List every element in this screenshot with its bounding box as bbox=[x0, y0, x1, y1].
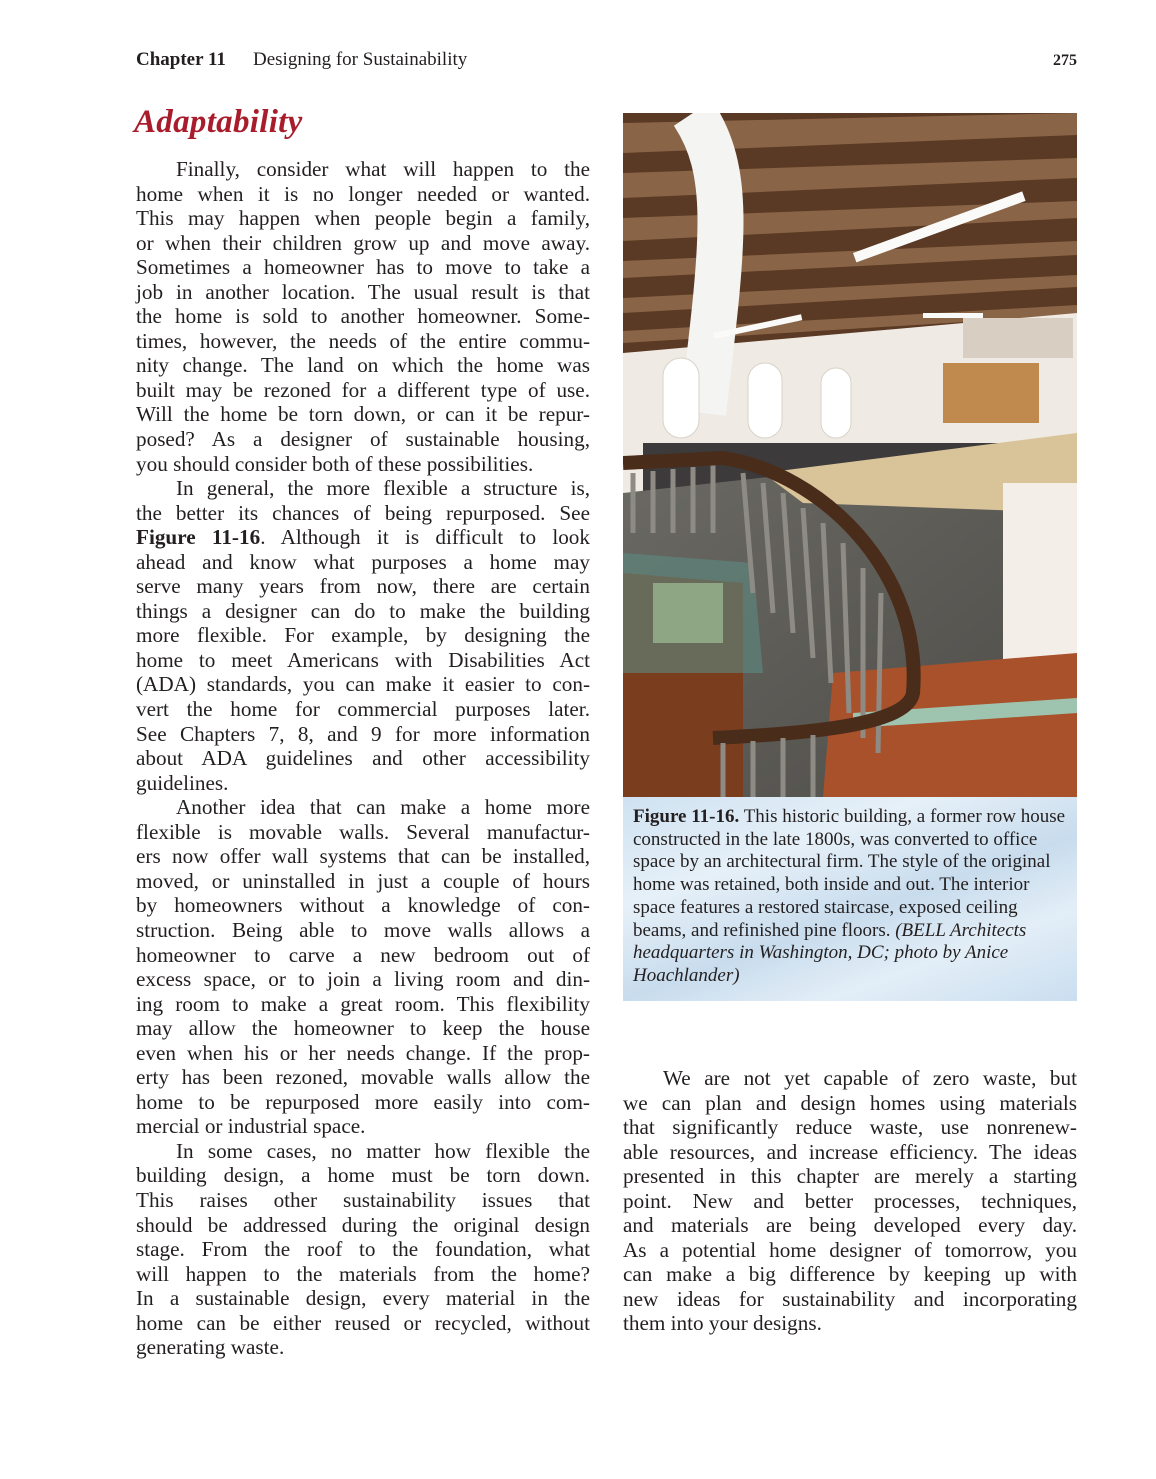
text-line: generating waste. bbox=[136, 1335, 285, 1360]
chapter-label: Chapter 11 bbox=[136, 49, 226, 70]
caption-body: This historic building, a former row house constructed in the late 1800s, was converted to office space by an architectural firm. The style of the original home was retained, both inside and out. The interior space features a restored staircase, exposed ceiling beams, and refinished pine floors. bbox=[633, 806, 1066, 941]
text-line: Another idea that can make a home more bbox=[176, 795, 590, 820]
text-line: ing room to make a great room. This flexibility bbox=[136, 991, 590, 1016]
text-line: able resources, and increase efficiency. The ideas bbox=[623, 1139, 1077, 1164]
text-line: job in another location. The usual result is that bbox=[136, 279, 590, 304]
figure-reference: Figure 11-16 bbox=[136, 525, 261, 550]
photo-credit: (BELL Architects headquarters in Washington, DC; photo by Anice Hoachlander) bbox=[633, 919, 1027, 986]
text-line: by homeowners without a knowledge of con- bbox=[136, 893, 590, 918]
text-line: ahead and know what purposes a home may bbox=[136, 549, 590, 574]
section-heading: Adaptability bbox=[134, 104, 303, 140]
office-interior-image bbox=[623, 113, 1077, 797]
text-line: posed? As a designer of sustainable housing, bbox=[136, 427, 590, 452]
text-line: even when his or her needs change. If the prop- bbox=[136, 1040, 590, 1065]
text-line: that significantly reduce waste, use nonrenew- bbox=[623, 1115, 1077, 1140]
text-line: homeowner to carve a new bedroom out of bbox=[136, 942, 590, 967]
text-line: ers now offer wall systems that can be installed, bbox=[136, 844, 590, 869]
text-line: times, however, the needs of the entire commu- bbox=[136, 328, 590, 353]
text-line: Sometimes a homeowner has to move to take a bbox=[136, 255, 590, 280]
caption-text bbox=[633, 806, 1073, 988]
text-line: excess space, or to join a living room and din- bbox=[136, 967, 590, 992]
text-line: you should consider both of these possibilities. bbox=[136, 451, 534, 476]
paragraph bbox=[136, 157, 590, 476]
text-line: home to be repurposed more easily into com- bbox=[136, 1089, 590, 1114]
text-line: may allow the homeowner to keep the house bbox=[136, 1016, 590, 1041]
chapter-title: Designing for Sustainability bbox=[253, 49, 468, 70]
text-line: more flexible. For example, by designing the bbox=[136, 623, 590, 648]
text-line: guidelines. bbox=[136, 770, 229, 795]
text-line: new ideas for sustainability and incorporating bbox=[623, 1286, 1077, 1311]
text-line: will happen to the materials from the home? bbox=[136, 1261, 590, 1286]
text-line: As a potential home designer of tomorrow, you bbox=[623, 1237, 1077, 1262]
text-line: the better its chances of being repurposed. See bbox=[136, 500, 590, 525]
text-line: can make a big difference by keeping up with bbox=[623, 1262, 1077, 1287]
text-line: home to meet Americans with Disabilities Act bbox=[136, 647, 590, 672]
text-line: point. New and better processes, techniques, bbox=[623, 1188, 1077, 1213]
figure-label: Figure 11-16. bbox=[633, 806, 740, 827]
text-line: them into your designs. bbox=[623, 1311, 822, 1336]
text-line: building design, a home must be torn down. bbox=[136, 1163, 590, 1188]
figure-caption bbox=[623, 797, 1077, 1001]
text-line: (ADA) standards, you can make it easier to con- bbox=[136, 672, 590, 697]
text-line: serve many years from now, there are certain bbox=[136, 574, 590, 599]
paragraph bbox=[136, 1139, 590, 1360]
text-line: or when their children grow up and move away. bbox=[136, 230, 590, 255]
paragraph bbox=[623, 1066, 1077, 1336]
text-line: mercial or industrial space. bbox=[136, 1114, 366, 1139]
figure-photo bbox=[623, 113, 1077, 797]
text-line: In general, the more flexible a structure is, bbox=[176, 476, 590, 501]
paragraph bbox=[136, 476, 590, 795]
text-line: See Chapters 7, 8, and 9 for more information bbox=[136, 721, 590, 746]
text-line: stage. From the roof to the foundation, what bbox=[136, 1237, 590, 1262]
text-line: Finally, consider what will happen to the bbox=[176, 157, 590, 181]
text-line: and materials are being developed every day. bbox=[623, 1213, 1077, 1238]
text-line: home when it is no longer needed or wanted. bbox=[136, 181, 590, 206]
text-line: In a sustainable design, every material in the bbox=[136, 1286, 590, 1311]
text-line: the home is sold to another homeowner. Some- bbox=[136, 304, 590, 329]
text-line: This raises other sustainability issues that bbox=[136, 1187, 590, 1212]
text-line: Figure 11-16. Although it is difficult to look bbox=[136, 525, 590, 550]
text-line: In some cases, no matter how flexible the bbox=[176, 1138, 590, 1163]
text-line: built may be rezoned for a different type of use. bbox=[136, 377, 590, 402]
text-line: We are not yet capable of zero waste, but bbox=[663, 1066, 1077, 1090]
text-line: moved, or uninstalled in just a couple of hours bbox=[136, 868, 590, 893]
text-line: things a designer can do to make the building bbox=[136, 598, 590, 623]
text-line: flexible is movable walls. Several manufactur- bbox=[136, 819, 590, 844]
text-line: presented in this chapter are merely a starting bbox=[623, 1164, 1077, 1189]
text-line: vert the home for commercial purposes later. bbox=[136, 697, 590, 722]
page-number: 275 bbox=[1053, 52, 1077, 69]
text-line: home can be either reused or recycled, without bbox=[136, 1310, 590, 1335]
text-line: should be addressed during the original design bbox=[136, 1212, 590, 1237]
text-line: we can plan and design homes using materials bbox=[623, 1090, 1077, 1115]
text-line: This may happen when people begin a family, bbox=[136, 206, 590, 231]
paragraph bbox=[136, 795, 590, 1139]
right-column bbox=[623, 1066, 1077, 1336]
text-line: erty has been rezoned, movable walls allow the bbox=[136, 1065, 590, 1090]
text-line: struction. Being able to move walls allows a bbox=[136, 917, 590, 942]
text-line: nity change. The land on which the home was bbox=[136, 353, 590, 378]
text-line: Will the home be torn down, or can it be repur- bbox=[136, 402, 590, 427]
left-column bbox=[136, 157, 590, 1360]
text-line: about ADA guidelines and other accessibility bbox=[136, 746, 590, 771]
